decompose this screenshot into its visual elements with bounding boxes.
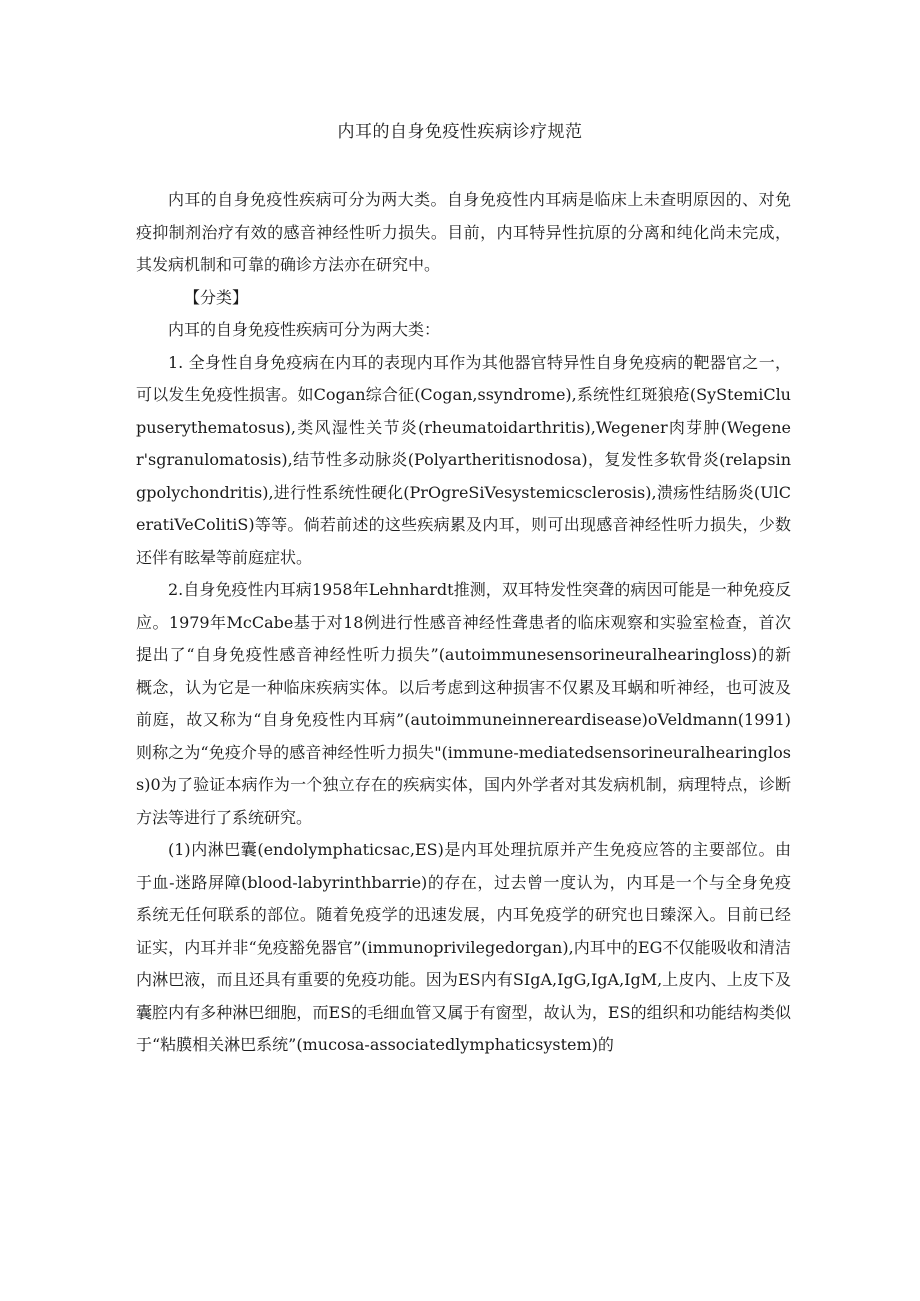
intro-paragraph: 内耳的自身免疫性疾病可分为两大类。自身免疫性内耳病是临床上未查明原因的、对免疫抑制剂治疗有效的感音神经性听力损失。目前，内耳特异性抗原的分离和纯化尚未完成，其发病机制和可靠的确诊方法亦在研究中。 [136, 190, 791, 274]
document-body [136, 184, 791, 1062]
classification-intro: 内耳的自身免疫性疾病可分为两大类： [168, 320, 441, 339]
paragraph-autoimmune-inner-ear: 2.自身免疫性内耳病1958年Lehnhardt推测，双耳特发性突聋的病因可能是一种免疫反应。1979年McCabe基于对18例进行性感音神经性聋患者的临床观察和实验室检查，首次提出了“自身免疫性感音神经性听力损失”(autoimmunesensorineuralhearingloss)的新概念，认为它是一种临床疾病实体。以后考虑到这种损害不仅累及耳蜗和听神经，也可波及前庭，故又称为“自身免疫性内耳病”(autoimmuneinnereardisease)oVeldmann(1991)则称之为“免疫介导的感音神经性听力损失"(immune-mediatedsensorineuralhearingloss)0为了验证本病作为一个独立存在的疾病实体，国内外学者对其发病机制，病理特点，诊断方法等进行了系统研究。 [136, 580, 791, 827]
document-title: 内耳的自身免疫性疾病诊疗规范 [337, 122, 583, 142]
paragraph-systemic-autoimmune: 1. 全身性自身免疫病在内耳的表现内耳作为其他器官特异性自身免疫病的靶器官之一，可以发生免疫性损害。如Cogan综合征(Cogan,ssyndrome),系统性红斑狼疮(SyStemiClupuserythematosus),类风湿性关节炎(rheumatoidarthritis),Wegener肉芽肿(Wegener'sgranulomatosis),结节性多动脉炎(Polyartheritisnodosa)，复发性多软骨炎(relapsingpolychondritis),进行性系统性硬化(PrOgreSiVesystemicsclerosis),溃疡性结肠炎(UlCeratiVeColitiS)等等。倘若前述的这些疾病累及内耳，则可出现感音神经性听力损失，少数还伴有眩晕等前庭症状。 [136, 352, 791, 567]
paragraph-endolymphatic-sac: (1)内淋巴囊(endolymphaticsac,ES)是内耳处理抗原并产生免疫应答的主要部位。由于血-迷路屏障(blood-labyrinthbarrie)的存在，过去曾一度认为，内耳是一个与全身免疫系统无任何联系的部位。随着免疫学的迅速发展，内耳免疫学的研究也日臻深入。目前已经证实，内耳并非“免疫豁免器官”(immunoprivilegedorgan),内耳中的EG不仅能吸收和清洁内淋巴液，而且还具有重要的免疫功能。因为ES内有SIgA,IgG,IgA,IgM,上皮内、上皮下及囊腔内有多种淋巴细胞，而ES的毛细血管又属于有窗型，故认为，ES的组织和功能结构类似于“粘膜相关淋巴系统”(mucosa-associatedlymphaticsystem)的 [136, 840, 791, 1054]
section-heading-classification: 【分类】 [184, 287, 249, 307]
